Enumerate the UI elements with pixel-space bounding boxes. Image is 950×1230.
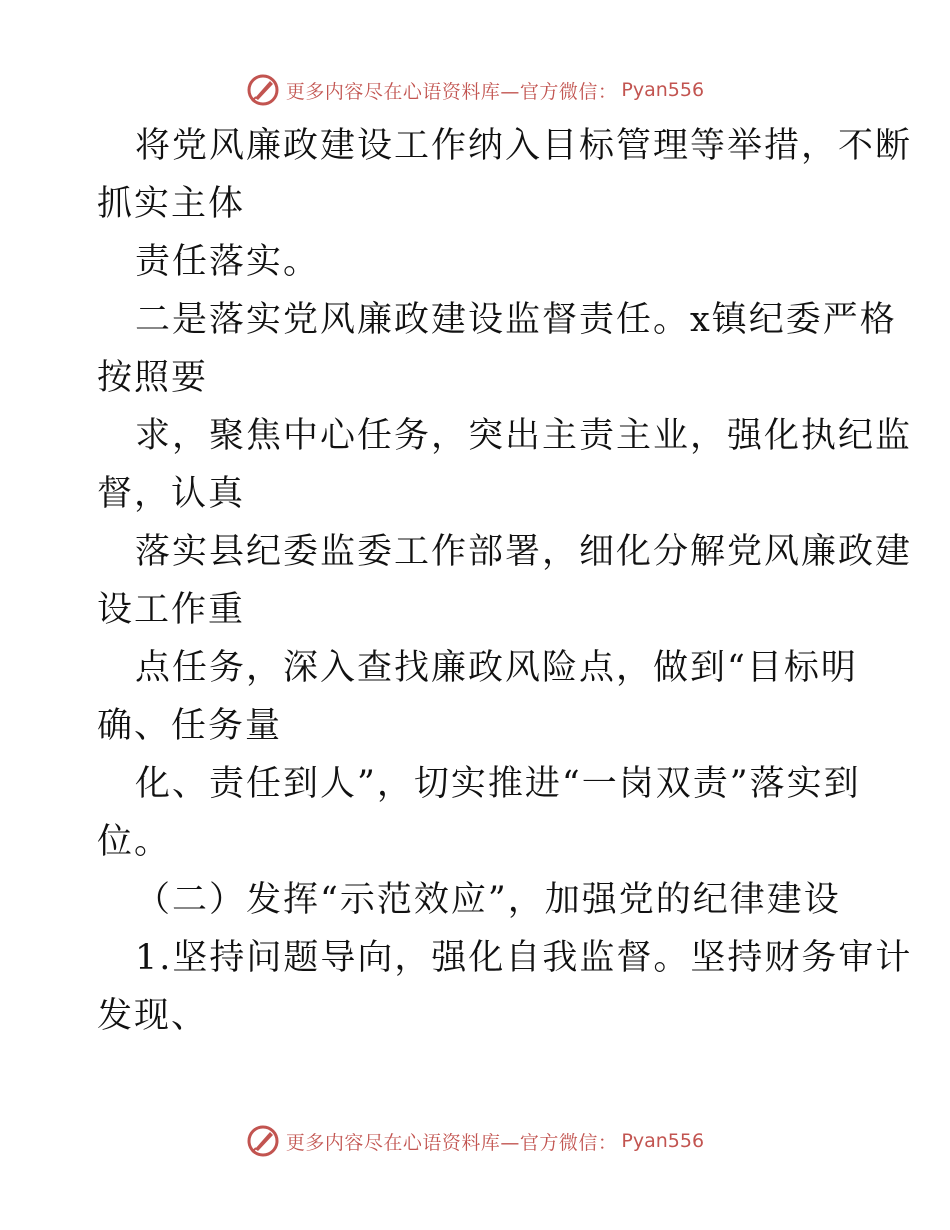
body-line: 发现、 [97,996,209,1036]
body-line: 抓实主体 [97,184,246,224]
document-body [97,117,913,1045]
body-line: 责任落实。 [135,242,321,282]
body-line: 落实县纪委监委工作部署，细化分解党风廉政建 [135,532,913,572]
body-line: 点任务，深入查找廉政风险点，做到“目标明 [135,648,858,688]
watermark-wechat-id: Pyan556 [621,1130,705,1152]
body-line: 按照要 [97,358,209,398]
body-line: 二是落实党风廉政建设监督责任。x镇纪委严格 [135,300,897,340]
body-line: 将党风廉政建设工作纳入目标管理等举措，不断 [135,126,913,166]
body-line: 位。 [97,822,172,862]
body-line: 设工作重 [97,590,246,630]
quill-logo-icon [246,73,280,107]
body-line: 1.坚持问题导向，强化自我监督。坚持财务审计 [135,938,913,978]
section-heading: （二）发挥“示范效应”，加强党的纪律建设 [135,880,841,920]
body-line: 求，聚焦中心任务，突出主责主业，强化执纪监 [135,416,913,456]
watermark-text: 更多内容尽在心语资料库—官方微信： [285,80,618,103]
body-line: 确、任务量 [97,706,283,746]
watermark-wechat-id: Pyan556 [621,79,705,101]
body-line: 化、责任到人”，切实推进“一岗双责”落实到 [135,764,861,804]
header-watermark [0,70,950,110]
footer-watermark [0,1121,950,1161]
quill-logo-icon [246,1124,280,1158]
watermark-text: 更多内容尽在心语资料库—官方微信： [285,1131,618,1154]
body-line: 督，认真 [97,474,246,514]
